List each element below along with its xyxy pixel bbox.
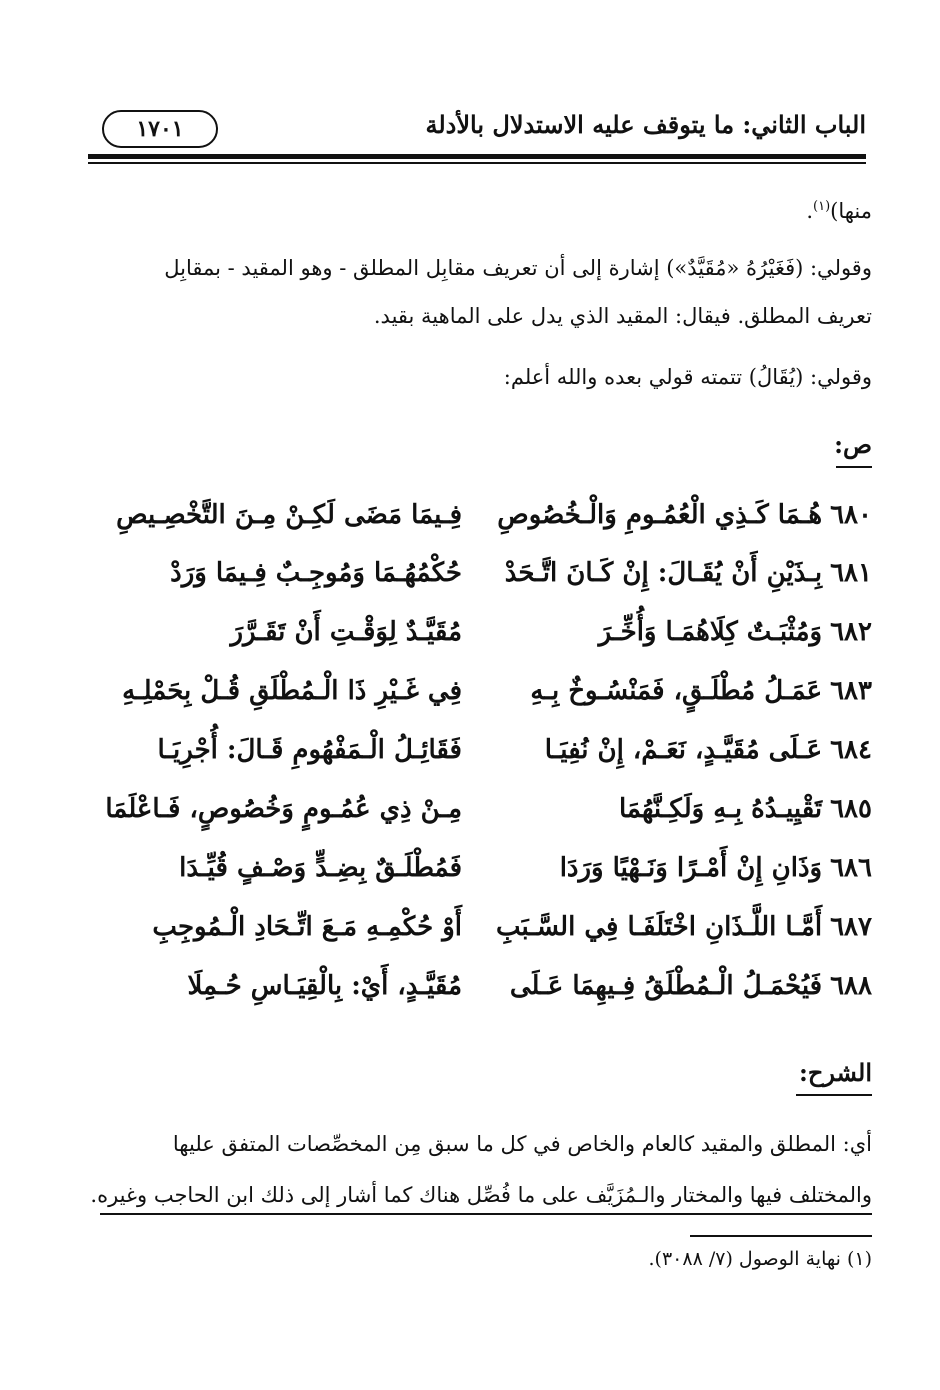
explanation-line-2: والمختلف فيها والمختار والـمُزَيَّف على ما فُصِّل هناك كما أشار إلى ذلك ابن الحاجب وغيره.	[90, 1183, 872, 1207]
verse-number: ٦٨٣	[830, 676, 872, 706]
verse-first-hemistich	[492, 500, 872, 530]
text-label-underline	[836, 466, 872, 468]
verse-right-text: بِـذَيْنِ أَنْ يُقَـالَ: إِنْ كَـانَ اتَّـحَدْ	[504, 558, 823, 588]
verse-right-text: فَيُحْمَـلُ الْـمُطْلَقُ فِـيهِمَا عَـلَى	[509, 971, 823, 1001]
footnote-ref: (١)	[813, 199, 831, 214]
verse-row	[72, 971, 872, 1021]
header-rule-thin	[88, 162, 866, 164]
verse-number: ٦٨٢	[830, 617, 872, 647]
verse-second-hemistich: مُقَيَّـدٌ لِوَقْـتِ أَنْ تَقَـرَّرَ	[230, 617, 462, 647]
verse-number: ٦٨٨	[830, 971, 872, 1001]
verse-first-hemistich	[492, 735, 872, 765]
verse-right-text: أَمَّـا اللَّـذَانِ اخْتَلَفَـا فِي السَّـبَبِ	[495, 912, 823, 942]
verse-first-hemistich	[492, 617, 872, 647]
verse-number: ٦٨٤	[830, 735, 872, 765]
verse-row	[72, 617, 872, 667]
text-section-label: ص:	[834, 430, 872, 459]
verse-row	[72, 912, 872, 962]
verse-number: ٦٨٠	[830, 500, 872, 530]
explanation-underline	[100, 1213, 872, 1215]
verse-right-text: عَـلَى مُقَيَّـدٍ، نَعَـمْ، إِنْ نُفِيَـا	[544, 735, 823, 765]
verse-number: ٦٨٦	[830, 853, 872, 883]
verse-first-hemistich	[492, 912, 872, 942]
verse-row	[72, 794, 872, 844]
paragraph-2-line-2: تعريف المطلق. فيقال: المقيد الذي يدل على الماهية بقيد.	[373, 304, 872, 328]
footnote: (١) نهاية الوصول (٧/ ٣٠٨٨).	[648, 1248, 872, 1270]
verse-second-hemistich: فَقَائِـلُ الْـمَفْهُومِ قَـالَ: أُجْرِيَـا	[157, 735, 462, 765]
verse-right-text: تَقْيِيـدُهُ بِـهِ وَلَكِـنَّهُمَا	[618, 794, 823, 824]
verse-first-hemistich	[492, 558, 872, 588]
verse-second-hemistich: مِـنْ ذِي عُمُـومٍ وَخُصُوصٍ، فَـاعْلَمَا	[105, 794, 462, 824]
page-header	[88, 110, 866, 154]
chapter-title: الباب الثاني: ما يتوقف عليه الاستدلال بالأدلة	[425, 110, 866, 139]
paragraph-3: وقولي: (يُقَالُ) تتمته قولي بعده والله أعلم:	[503, 365, 872, 389]
verse-number: ٦٨٥	[830, 794, 872, 824]
verse-right-text: وَمُثْبَـتٌ كِلَاهُمَـا وَأُخِّـرَ	[598, 617, 823, 647]
footnote-separator	[690, 1235, 872, 1237]
verse-second-hemistich: فِـيمَا مَضَى لَكِـنْ مِـنَ التَّخْصِـيصِ	[116, 500, 462, 530]
verse-first-hemistich	[492, 794, 872, 824]
verse-number: ٦٨١	[830, 558, 872, 588]
verse-number: ٦٨٧	[830, 912, 872, 942]
verse-right-text: عَمَـلُ مُطْلَـقٍ، فَمَنْسُـوخٌ بِـهِ	[530, 676, 823, 706]
verse-first-hemistich	[492, 971, 872, 1001]
intro-text: منها)	[830, 199, 872, 223]
explanation-label-underline	[796, 1094, 872, 1096]
explanation-line-1: أي: المطلق والمقيد كالعام والخاص في كل ما سبق مِن المخصِّصات المتفق عليها	[172, 1132, 872, 1156]
verse-first-hemistich	[492, 676, 872, 706]
verse-second-hemistich: فِي غَـيْرِ ذَا الْـمُطْلَقِ قُـلْ بِحَمْلِـهِ	[122, 676, 462, 706]
verse-row	[72, 735, 872, 785]
intro-line-1	[72, 190, 872, 228]
verse-second-hemistich: فَمُطْلَـقٌ بِضِـدٍّ وَصْـفٍ قُيِّـدَا	[179, 853, 462, 883]
paragraph-2-line-1: وقولي: (فَغَيْرُهُ «مُقَيَّدٌ») إشارة إلى أن تعريف مقابِل المطلق - وهو المقيد - بمقابِل	[164, 256, 872, 280]
header-rule-thick	[88, 154, 866, 159]
page-number: ١٧٠١	[102, 110, 218, 148]
verse-right-text: وَذَانِ إِنْ أَمْـرًا وَنَـهْيًا وَرَدَا	[559, 853, 823, 883]
verse-row	[72, 558, 872, 608]
verse-second-hemistich: حُكْمُهُـمَا وَمُوجِـبٌ فِـيمَا وَرَدْ	[170, 558, 462, 588]
verse-second-hemistich: أَوْ حُكْمِـهِ مَـعَ اتِّـحَادِ الْـمُوجِبِ	[152, 912, 462, 942]
verse-row	[72, 500, 872, 550]
explanation-section-label: الشرح:	[799, 1058, 872, 1087]
verse-row	[72, 676, 872, 726]
intro-period: .	[806, 199, 813, 223]
verse-row	[72, 853, 872, 903]
verse-second-hemistich: مُقَيَّـدٍ، أَيْ: بِالْقِيَـاسِ حُـمِلَا	[187, 971, 462, 1001]
verse-right-text: هُـمَا كَـذِي الْعُمُـومِ وَالْـخُصُوصِ	[497, 500, 823, 530]
verse-first-hemistich	[492, 853, 872, 883]
